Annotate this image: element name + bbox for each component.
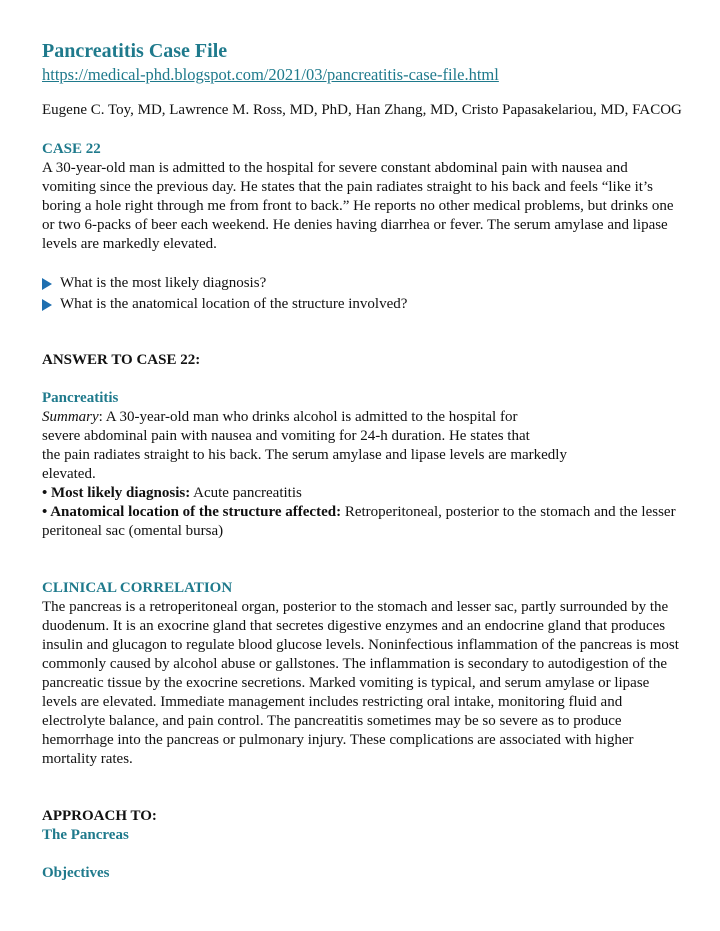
bullet-glyph: •: [42, 504, 51, 520]
question-item: [42, 294, 682, 315]
location-bullet: [42, 503, 682, 541]
clinical-heading: CLINICAL CORRELATION: [42, 580, 233, 596]
case-text: A 30-year-old man is admitted to the hospital for severe constant abdominal pain with nausea and vomiting since the previous day. He states that the pain radiates straight to his back and feels “like it’s boring a hole right through me from front to back.” He reports no other medical problems, but drinks one or two 6-packs of beer each weekend. He denies having diarrhea or fever. The serum amylase and lipase levels are markedly elevated.: [42, 160, 674, 252]
summary-line: elevated.: [42, 466, 96, 482]
question-item: [42, 273, 682, 294]
location-value: Retroperitoneal, posterior to the stomach and the lesser peritoneal sac (omental bursa): [42, 504, 676, 539]
approach-heading: APPROACH TO:: [42, 808, 157, 824]
source-link[interactable]: https://medical-phd.blogspot.com/2021/03/pancreatitis-case-file.html: [42, 65, 499, 84]
location-label: Anatomical location of the structure affected:: [50, 504, 342, 520]
summary-line: the pain radiates straight to his back. The serum amylase and lipase levels are markedly: [42, 447, 567, 463]
answer-subheading: Pancreatitis: [42, 390, 119, 406]
question-text: What is the anatomical location of the structure involved?: [60, 296, 408, 312]
case-heading: CASE 22: [42, 141, 101, 157]
summary-line: severe abdominal pain with nausea and vomiting for 24-h duration. He states that: [42, 428, 530, 444]
question-list: [42, 273, 682, 315]
document-page: [42, 38, 682, 883]
authors-line: Eugene C. Toy, MD, Lawrence M. Ross, MD, PhD, Han Zhang, MD, Cristo Papasakelariou, MD, FACOG: [42, 102, 682, 118]
bullet-glyph: •: [42, 485, 52, 501]
diagnosis-bullet: [42, 484, 682, 503]
objectives-heading: Objectives: [42, 865, 110, 881]
triangle-bullet-icon: [42, 299, 52, 311]
diagnosis-value: Acute pancreatitis: [190, 485, 302, 501]
summary-label: Summary: [42, 409, 99, 425]
answer-heading: ANSWER TO CASE 22:: [42, 352, 201, 368]
question-text: What is the most likely diagnosis?: [60, 275, 267, 291]
summary-line: : A 30-year-old man who drinks alcohol is admitted to the hospital for: [98, 409, 518, 425]
diagnosis-label: Most likely diagnosis:: [51, 485, 191, 501]
summary-paragraph: [42, 408, 682, 541]
triangle-bullet-icon: [42, 278, 52, 290]
document-title: Pancreatitis Case File: [42, 40, 228, 62]
clinical-text: The pancreas is a retroperitoneal organ, posterior to the stomach and lesser sac, partly surrounded by the duodenum. It is an exocrine gland that secretes digestive enzymes and an endocrine gland that produces insulin and glucagon to regulate blood glucose levels. Noninfectious inflammation of the pancreas is most commonly caused by alcohol abuse or gallstones. The inflammation is secondary to autodigestion of the pancreatic tissue by the exocrine secretions. Marked vomiting is typical, and serum amylase or lipase levels are elevated. Immediate management includes restricting oral intake, monitoring fluid and electrolyte balance, and pain control. The pancreatitis sometimes may be so severe as to produce hemorrhage into the pancreas or pulmonary injury. These complications are associated with higher mortality rates.: [42, 599, 679, 767]
approach-subheading: The Pancreas: [42, 827, 129, 843]
